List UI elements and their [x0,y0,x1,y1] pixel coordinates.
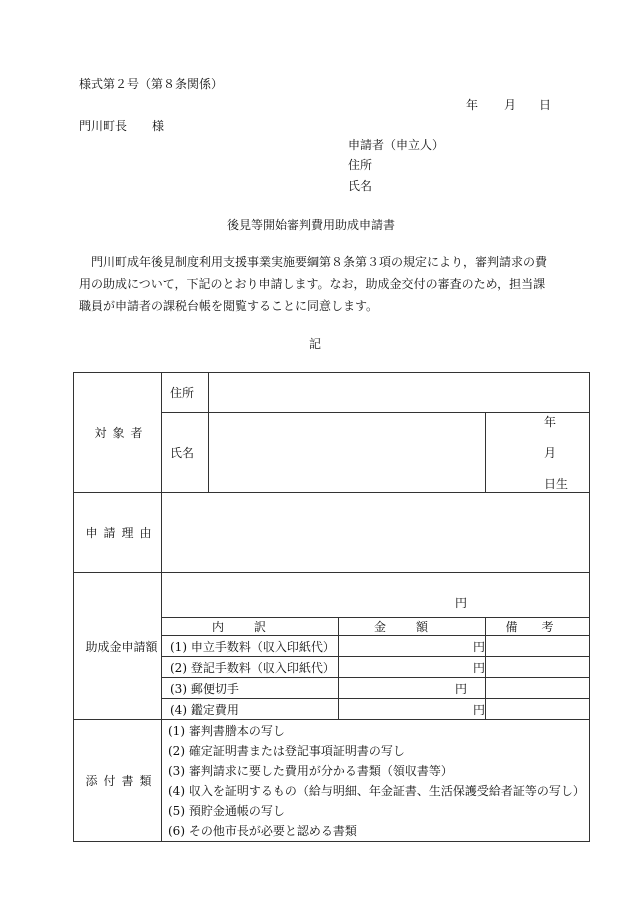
subject-name-field[interactable] [209,413,486,493]
birth-month-label: 月 [544,446,557,460]
addressee-mayor: 門川町長 [79,119,128,133]
applicant-address-label: 住所 [348,158,373,172]
birth-year-label: 年 [544,415,557,429]
subject-address-field[interactable] [209,373,590,413]
body-line-3: 職員が申請者の課税台帳を閲覧することに同意します。 [79,299,379,313]
subject-address-label: 住所 [162,373,209,413]
subject-section-label: 対象者 [74,373,162,493]
ki-heading: 記 [309,337,322,351]
row-3-amount-field[interactable] [339,678,486,699]
applicant-label: 申請者（申立人） [348,138,445,152]
attachment-item: (5) 預貯金通帳の写し [168,803,285,818]
row-3-note-field[interactable] [486,678,590,699]
row-3-item: (3) 郵便切手 [162,678,339,699]
body-line-2: 用の助成について，下記のとおり申請します。なお，助成金交付の審査のため，担当課 [79,277,546,291]
row-3-yen: 円 [454,681,467,696]
row-4-yen: 円 [472,702,485,717]
subject-birthdate-field[interactable] [486,413,590,493]
document-title: 後見等開始審判費用助成申請書 [227,218,396,232]
birth-day-label: 日生 [544,477,569,491]
row-2-note-field[interactable] [486,657,590,678]
attachment-item: (3) 審判請求に要した費用が分かる書類（領収書等） [168,763,453,778]
total-amount-field[interactable] [162,573,590,618]
body-line-1: 門川町成年後見制度利用支援事業実施要綱第８条第３項の規定により，審判請求の費 [91,255,548,269]
form-number: 様式第２号（第８条関係） [79,77,224,91]
row-1-item: (1) 申立手数料（収入印紙代） [162,636,339,657]
attachments-list [162,720,590,842]
subject-name-label: 氏名 [162,413,209,493]
row-4-item: (4) 鑑定費用 [162,699,339,720]
attachment-item: (4) 収入を証明するもの（給与明細、年金証書、生活保護受給者証等の写し） [168,783,585,798]
header-note: 備考 [486,618,590,636]
total-yen-label: 円 [454,596,467,610]
date-year-label: 年 [466,98,479,112]
row-4-amount-field[interactable] [339,699,486,720]
applicant-name-label: 氏名 [348,179,373,193]
row-2-yen: 円 [472,660,485,675]
row-2-amount-field[interactable] [339,657,486,678]
row-1-note-field[interactable] [486,636,590,657]
row-2-item: (2) 登記手数料（収入印紙代） [162,657,339,678]
row-4-note-field[interactable] [486,699,590,720]
date-month-label: 月 [504,98,517,112]
header-item: 内訳 [162,618,339,636]
reason-section-label: 申請理由 [74,493,162,573]
addressee-honorific: 様 [152,119,165,133]
reason-field[interactable] [162,493,590,573]
attachments-section-label: 添付書類 [74,720,162,842]
amount-section-label: 助成金申請額 [74,573,162,720]
attachment-item: (2) 確定証明書または登記事項証明書の写し [168,743,405,758]
row-1-yen: 円 [472,639,485,654]
application-table [73,372,590,842]
date-day-label: 日 [539,98,552,112]
header-amount: 金額 [339,618,486,636]
row-1-amount-field[interactable] [339,636,486,657]
attachment-item: (1) 審判書謄本の写し [168,723,285,738]
attachment-item: (6) その他市長が必要と認める書類 [168,823,357,838]
